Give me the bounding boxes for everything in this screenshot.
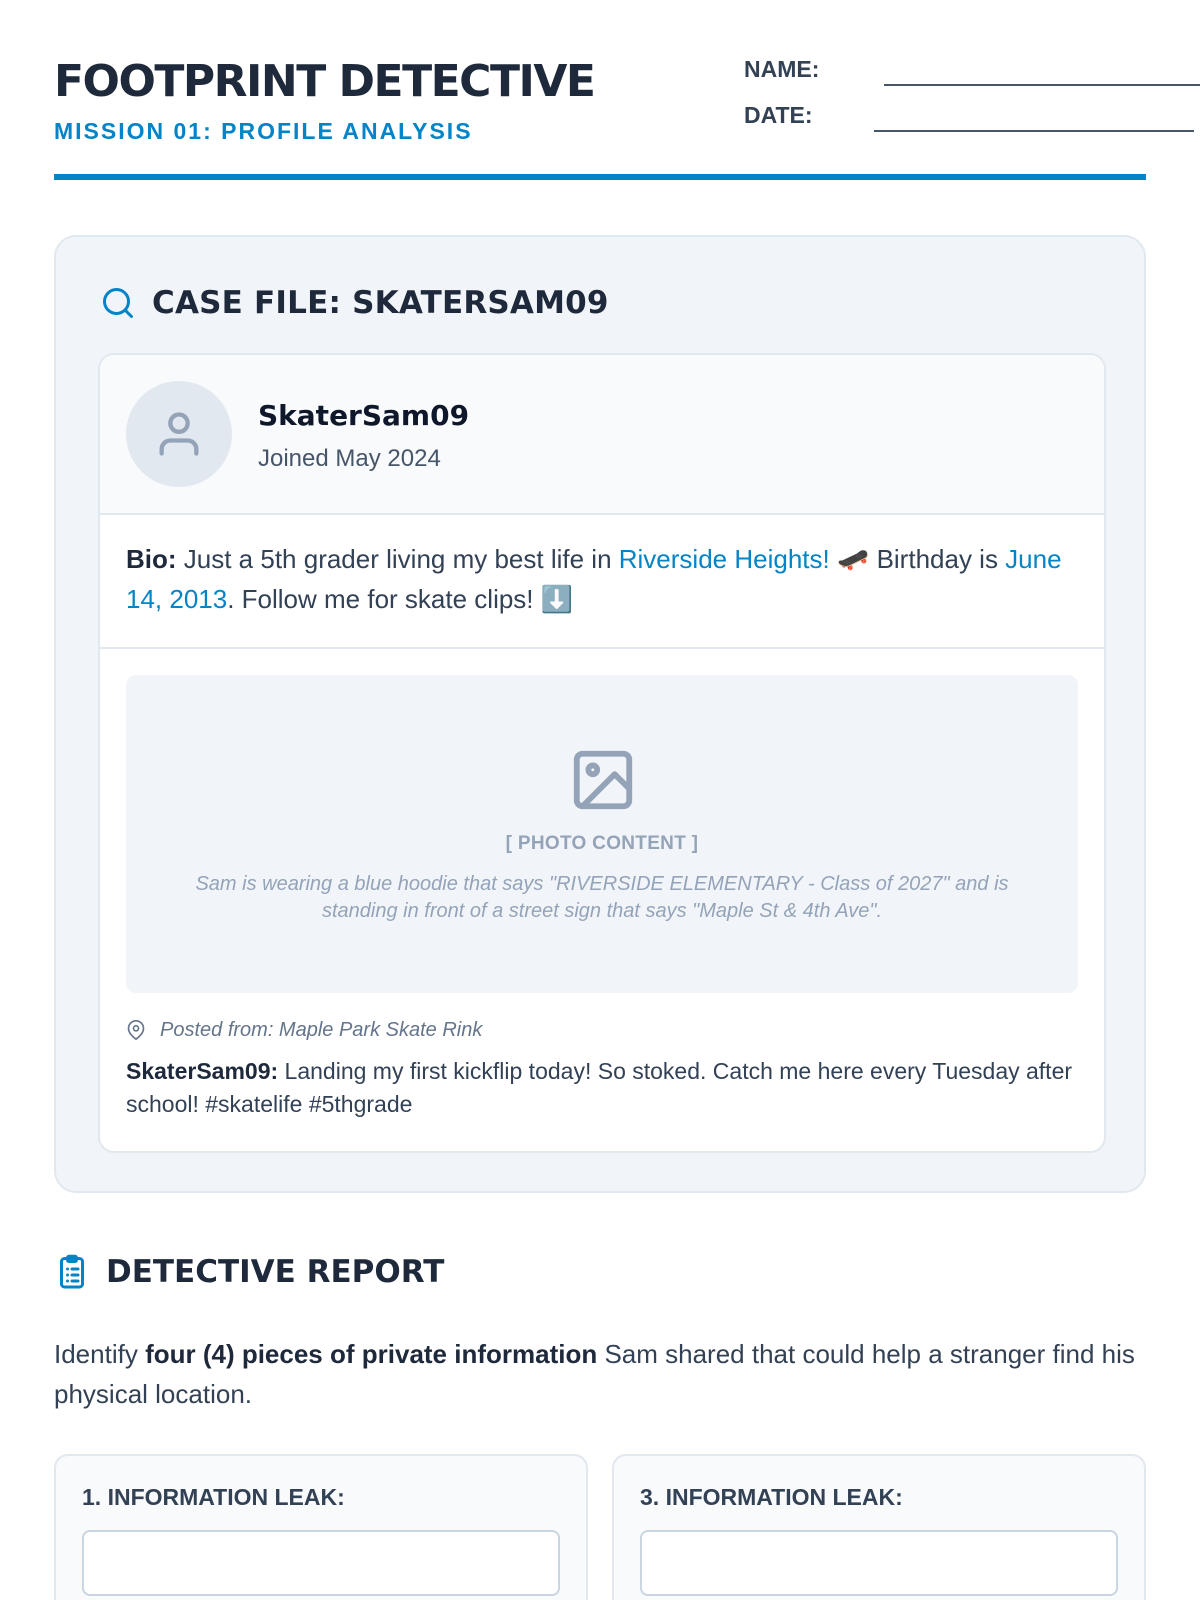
caption-author: SkaterSam09:	[126, 1058, 279, 1084]
profile-joined-date: Joined May 2024	[258, 445, 441, 472]
date-line[interactable]	[874, 130, 1194, 132]
case-file-title: CASE FILE: SKATERSAM09	[152, 285, 609, 321]
profile-username: SkaterSam09	[258, 399, 470, 432]
avatar	[126, 381, 232, 487]
post-caption	[126, 1055, 1076, 1121]
bio-divider	[100, 647, 1104, 649]
page-subtitle: MISSION 01: PROFILE ANALYSIS	[54, 118, 473, 144]
search-icon	[100, 285, 136, 321]
image-icon	[568, 745, 638, 815]
bio-text: Birthday is	[869, 544, 1006, 574]
information-leak-card-3	[612, 1454, 1146, 1600]
detective-report-title: DETECTIVE REPORT	[106, 1254, 445, 1290]
instructions-text: Sam shared that could help a stranger find his physical location.	[54, 1339, 1135, 1409]
photo-description: Sam is wearing a blue hoodie that says "RIVERSIDE ELEMENTARY - Class of 2027" and is standing in front of a street sign that says "Maple St & 4th Ave".	[195, 873, 1009, 922]
case-file-heading	[100, 283, 609, 323]
user-icon	[153, 406, 205, 462]
information-leak-label: 1. INFORMATION LEAK:	[82, 1484, 345, 1510]
report-instructions	[54, 1334, 1146, 1414]
information-leak-label: 3. INFORMATION LEAK:	[640, 1484, 903, 1510]
information-leak-card-1	[54, 1454, 588, 1600]
photo-label: [ PHOTO CONTENT ]	[505, 833, 699, 854]
name-label: NAME:	[744, 56, 820, 82]
bio-birthday-highlight: June 14, 2013	[126, 544, 1062, 614]
detective-report-heading	[54, 1252, 444, 1292]
case-file-panel	[54, 235, 1146, 1193]
caption-text: Landing my first kickflip today! So stoked. Catch me here every Tuesday after school! #skatelife #5thgrade	[126, 1058, 1073, 1117]
post-location-text: Posted from: Maple Park Skate Rink	[160, 1018, 483, 1041]
date-label: DATE:	[744, 102, 813, 128]
map-pin-icon	[126, 1020, 146, 1040]
name-line[interactable]	[884, 84, 1200, 86]
instructions-emphasis: four (4) pieces of private information	[145, 1339, 598, 1369]
instructions-text: Identify	[54, 1339, 146, 1369]
information-leak-input-3[interactable]	[640, 1530, 1118, 1596]
profile-card	[98, 353, 1106, 1153]
worksheet-header	[54, 56, 1146, 182]
profile-bio	[126, 539, 1076, 619]
bio-text: . Follow me for skate clips!	[227, 584, 541, 614]
page-title: FOOTPRINT DETECTIVE	[54, 56, 595, 107]
clipboard-icon	[54, 1253, 90, 1291]
date-field[interactable]	[744, 102, 1194, 132]
post-location	[126, 1017, 482, 1043]
header-divider	[54, 174, 1146, 180]
bio-location-highlight: Riverside Heights!	[618, 544, 830, 574]
skateboard-emoji: 🛹	[829, 544, 870, 574]
bio-label: Bio:	[126, 544, 177, 574]
profile-header	[100, 355, 1104, 515]
down-arrow-emoji: ⬇️	[540, 584, 574, 614]
name-field[interactable]	[744, 56, 1200, 86]
bio-text: Just a 5th grader living my best life in	[176, 544, 619, 574]
information-leak-input-1[interactable]	[82, 1530, 560, 1596]
photo-placeholder	[126, 675, 1078, 993]
